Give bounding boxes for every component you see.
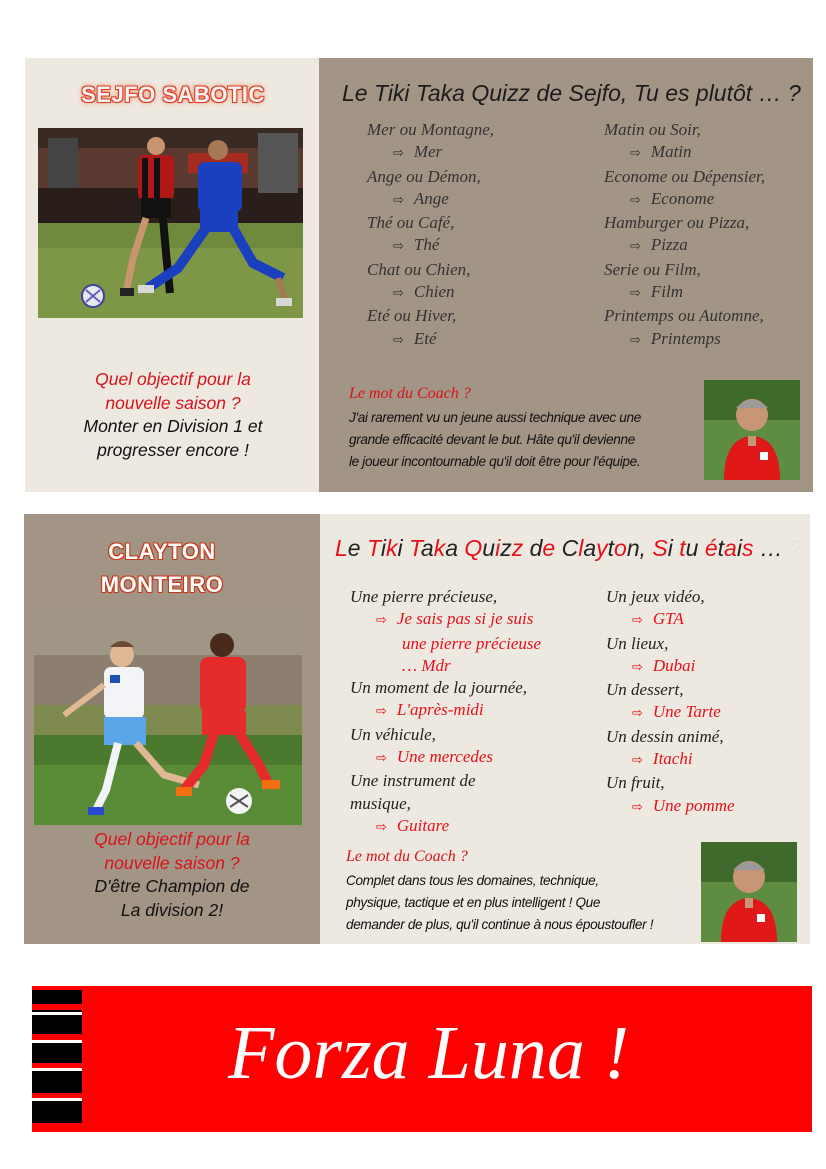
clayton-player-photo [34, 615, 302, 825]
sejfo-objective-answer-line2: progresser encore ! [97, 439, 249, 460]
clayton-title-part: z [511, 535, 530, 561]
sejfo-a4-text: Chien [413, 282, 455, 302]
clayton-title-part: i [736, 535, 742, 561]
clayton-title-part: k [385, 535, 398, 561]
clayton-title-part: n [626, 535, 640, 561]
clayton-title-part: i [397, 535, 409, 561]
sejfo-a6 [604, 141, 765, 165]
sejfo-a5 [367, 328, 494, 352]
clayton-title-part: é [704, 535, 718, 561]
sejfo-q9: Serie ou Film, [604, 259, 701, 279]
sejfo-objective [26, 368, 320, 462]
arrow-right-icon: ⇨ [376, 751, 387, 767]
striped-flag-icon [32, 986, 82, 1132]
sejfo-a6-text: Matin [650, 142, 692, 162]
clayton-q1: Une pierre précieuse, [350, 587, 498, 606]
clayton-a3-text: Une mercedes [396, 747, 494, 767]
clayton-coach-label: Le mot du Coach ? [346, 848, 468, 865]
clayton-title-part: s [741, 535, 754, 561]
sejfo-a4 [367, 281, 494, 305]
sejfo-q5: Eté ou Hiver, [367, 306, 457, 326]
arrow-right-icon: ⇨ [630, 286, 641, 302]
clayton-title-part: Q [464, 535, 483, 561]
clayton-title-part: o [614, 535, 627, 561]
clayton-quiz-column-1 [350, 586, 541, 839]
clayton-a1-line2: une pierre précieuse [402, 633, 542, 653]
sejfo-q3: Thé ou Café, [367, 213, 455, 233]
clayton-objective [24, 828, 320, 922]
arrow-right-icon: ⇨ [393, 192, 404, 208]
clayton-objective-question-line2: nouvelle saison ? [104, 852, 240, 873]
sejfo-q10: Printemps ou Automne, [604, 306, 764, 326]
clayton-q2: Un moment de la journée, [350, 678, 528, 698]
sejfo-objective-answer-line1: Monter en Division 1 et [83, 416, 263, 436]
sejfo-q4: Chat ou Chien, [367, 259, 471, 279]
clayton-coach-line1: Complet dans tous les domaines, technique, [346, 873, 599, 888]
clayton-coach-photo [701, 842, 797, 942]
sejfo-objective-question-line1: Quel objectif pour la [95, 369, 251, 389]
sejfo-a1-text: Mer [413, 142, 443, 162]
arrow-right-icon: ⇨ [630, 239, 641, 255]
sejfo-a2 [367, 188, 494, 212]
clayton-quiz-column-2 [606, 586, 735, 819]
clayton-a7-text: Une Tarte [652, 702, 721, 722]
sejfo-coach-label: Le mot du Coach ? [349, 385, 471, 402]
sejfo-q2: Ange ou Démon, [367, 166, 481, 186]
clayton-a8 [606, 748, 735, 772]
sejfo-objective-question-line2: nouvelle saison ? [105, 392, 241, 413]
clayton-a2 [350, 699, 541, 723]
clayton-a4 [350, 815, 541, 839]
clayton-title-part: C [561, 535, 579, 561]
clayton-a6 [606, 655, 735, 679]
clayton-q9: Un fruit, [606, 773, 665, 793]
clayton-quiz-title [335, 535, 802, 562]
arrow-right-icon: ⇨ [630, 146, 641, 162]
clayton-a9-text: Une pomme [652, 795, 735, 815]
arrow-right-icon: ⇨ [376, 704, 387, 720]
arrow-right-icon: ⇨ [630, 332, 641, 348]
sejfo-quiz-column-2 [604, 119, 765, 352]
arrow-right-icon: ⇨ [393, 146, 404, 162]
arrow-right-icon: ⇨ [376, 819, 387, 835]
clayton-title-part: T [408, 535, 421, 561]
clayton-coach-text [346, 870, 698, 936]
clayton-name-line2: MONTEIRO [100, 572, 224, 597]
clayton-title-part: L [335, 535, 348, 561]
sejfo-a3-text: Thé [413, 235, 440, 255]
sejfo-a9 [604, 281, 765, 305]
arrow-right-icon: ⇨ [632, 613, 643, 629]
sejfo-a3 [367, 234, 494, 258]
coach-photo-illustration [701, 842, 797, 942]
clayton-title-part: u [685, 535, 705, 561]
clayton-q7: Un dessert, [606, 680, 684, 700]
sejfo-coach-line1: J'ai rarement vu un jeune aussi technique avec une [349, 410, 641, 425]
sejfo-a8-text: Pizza [650, 235, 688, 255]
clayton-a1-line1: Je sais pas si je suis [396, 609, 534, 629]
clayton-title-part: a [724, 535, 737, 561]
sejfo-a8 [604, 234, 765, 258]
clayton-a5-text: GTA [652, 609, 684, 629]
sejfo-a1 [367, 141, 494, 165]
arrow-right-icon: ⇨ [632, 706, 643, 722]
clayton-title-part: z [500, 535, 512, 561]
clayton-coach-line3: demander de plus, qu'il continue à nous époustoufler ! [346, 917, 654, 932]
arrow-right-icon: ⇨ [630, 192, 641, 208]
clayton-objective-answer-line1: D'être Champion de [94, 876, 250, 896]
sejfo-a2-text: Ange [413, 188, 449, 208]
clayton-a7 [606, 701, 735, 725]
clayton-a2-text: L'après-midi [396, 700, 484, 720]
sejfo-photo-illustration [38, 128, 303, 318]
clayton-title-part: a [583, 535, 597, 561]
clayton-title-part: i [495, 535, 501, 561]
arrow-right-icon: ⇨ [393, 286, 404, 302]
clayton-title-part: e [542, 535, 562, 561]
clayton-title-part: t [607, 535, 615, 561]
clayton-title-part: … [753, 535, 790, 561]
sejfo-a5-text: Eté [413, 328, 437, 348]
sejfo-q1: Mer ou Montagne, [367, 120, 495, 139]
clayton-title-part: k [433, 535, 446, 561]
clayton-q6: Un lieux, [606, 633, 669, 653]
banner-stripes [32, 986, 82, 1132]
clayton-coach-line2: physique, tactique et en plus intelligent ! Que [346, 895, 601, 910]
arrow-right-icon: ⇨ [632, 753, 643, 769]
sejfo-coach-line3: le joueur incontournable qu'il doit être pour l'équipe. [349, 454, 641, 469]
clayton-q3: Un véhicule, [350, 724, 436, 744]
clayton-a1 [350, 608, 541, 632]
sejfo-q6: Matin ou Soir, [604, 120, 701, 139]
clayton-title-part: S [652, 535, 668, 561]
clayton-title-part: a [420, 535, 434, 561]
sejfo-a7-text: Econome [650, 188, 715, 208]
arrow-right-icon: ⇨ [376, 613, 387, 629]
arrow-right-icon: ⇨ [393, 332, 404, 348]
sejfo-a10 [604, 328, 765, 352]
clayton-a6-text: Dubai [652, 655, 696, 675]
arrow-right-icon: ⇨ [393, 239, 404, 255]
sejfo-a7 [604, 188, 765, 212]
clayton-title-part: a [445, 535, 465, 561]
sejfo-player-photo [38, 128, 303, 318]
clayton-a3 [350, 746, 541, 770]
clayton-photo-illustration [34, 615, 302, 825]
clayton-title-part: i [380, 535, 386, 561]
clayton-a5 [606, 608, 735, 632]
clayton-q8: Un dessin animé, [606, 726, 724, 746]
clayton-q5: Un jeux vidéo, [606, 587, 705, 606]
coach-photo-illustration [704, 380, 800, 480]
sejfo-quiz-column-1 [367, 119, 494, 352]
arrow-right-icon: ⇨ [632, 799, 643, 815]
sejfo-q7: Econome ou Dépensier, [604, 166, 765, 186]
clayton-title-part: , [639, 535, 653, 561]
clayton-title-part: t [717, 535, 725, 561]
clayton-title-part: u [482, 535, 496, 561]
clayton-objective-question-line1: Quel objectif pour la [94, 829, 250, 849]
clayton-title-part: t [679, 535, 686, 561]
clayton-name-title [14, 535, 310, 601]
sejfo-coach-photo [704, 380, 800, 480]
clayton-title-part: d [529, 535, 543, 561]
clayton-title-part: ? [789, 535, 803, 561]
clayton-title-part: l [578, 535, 584, 561]
clayton-objective-answer-line2: La division 2! [120, 899, 224, 920]
clayton-q4b: musique, [350, 793, 411, 813]
clayton-a8-text: Itachi [652, 749, 693, 769]
footer-slogan: Forza Luna ! [228, 1011, 630, 1095]
clayton-q4: Une instrument de [350, 771, 476, 791]
arrow-right-icon: ⇨ [632, 659, 643, 675]
sejfo-name-title: SEJFO SABOTIC [81, 82, 265, 107]
clayton-title-part: e [347, 535, 367, 561]
clayton-a4-text: Guitare [396, 815, 450, 835]
clayton-title-part: y [596, 535, 608, 561]
sejfo-a10-text: Printemps [650, 328, 721, 348]
clayton-a1-line3: … Mdr [402, 655, 451, 675]
sejfo-coach-text [349, 407, 694, 473]
clayton-title-part: T [366, 535, 381, 561]
clayton-name-line1: CLAYTON [108, 539, 216, 564]
clayton-a1c [350, 655, 541, 677]
sejfo-a9-text: Film [650, 282, 684, 302]
clayton-title-part: i [667, 535, 680, 561]
clayton-a1b [350, 633, 541, 655]
clayton-a9 [606, 795, 735, 819]
sejfo-q8: Hamburger ou Pizza, [604, 213, 750, 233]
sejfo-quiz-title: Le Tiki Taka Quizz de Sejfo, Tu es plutôt … ? [342, 80, 801, 106]
sejfo-coach-line2: grande efficacité devant le but. Hâte qu'il devienne [349, 432, 635, 447]
